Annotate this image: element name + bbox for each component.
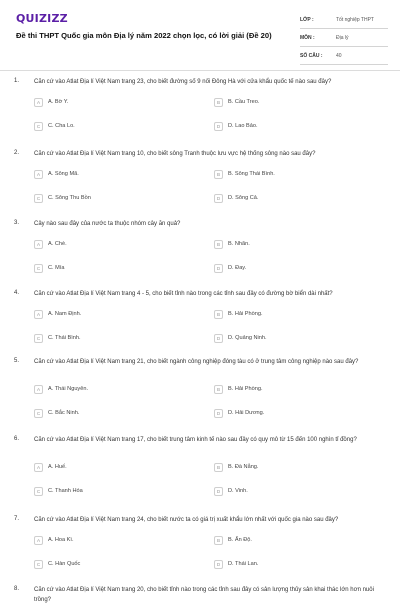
option-letter-badge: B [214,536,223,545]
answer-option[interactable] [34,95,174,109]
option-letter-badge: B [214,170,223,179]
option-text: B. Sông Thái Bình. [228,171,275,177]
option-text: C. Hàn Quốc [48,561,81,567]
question-text: Căn cứ vào Atlat Địa lí Việt Nam trang 20, cho biết tỉnh nào trong các tỉnh sau đây có sản lượng thủy sản khai thác lớn hơn nuôi trồng? [34,587,374,603]
option-text: B. Hải Phòng. [228,311,263,317]
option-text: B. Cầu Treo. [228,99,260,105]
option-letter-badge: B [214,385,223,394]
option-text: A. Chè. [48,241,67,247]
option-text: C. Mía [48,265,65,271]
option-letter-badge: B [214,240,223,249]
option-text: C. Bắc Ninh. [48,410,80,416]
option-letter-badge: D [214,560,223,569]
option-letter-badge: C [34,194,43,203]
option-text: C. Cha Lo. [48,123,75,129]
option-letter-badge: C [34,487,43,496]
option-letter-badge: D [214,122,223,131]
answer-option[interactable] [214,533,354,547]
answer-option[interactable] [34,382,174,396]
question-number: 7. [14,516,20,522]
option-letter-badge: C [34,264,43,273]
option-text: D. Hải Dương. [228,410,265,416]
option-letter-badge: C [34,409,43,418]
question-number: 8. [14,586,20,592]
option-text: C. Thái Bình. [48,335,81,341]
meta-label: LỚP : [300,16,314,23]
option-text: D. Vinh. [228,488,248,494]
meta-value: Địa lý [336,34,349,41]
question-number: 1. [14,78,20,84]
page-title: Đề thi THPT Quốc gia môn Địa lý năm 2022 chọn lọc, có lời giải (Đề 20) [16,31,272,40]
answer-option[interactable] [34,167,174,181]
answer-option[interactable] [214,557,354,571]
meta-table [300,11,388,65]
answer-option[interactable] [214,484,354,498]
option-text: B. Đà Nẵng. [228,464,259,470]
question-text: Căn cứ vào Atlat Địa lí Việt Nam trang 17, cho biết trung tâm kinh tế nào sau đây có quy mô từ 15 đến 100 nghìn tỉ đồng? [34,437,357,443]
option-letter-badge: B [214,310,223,319]
option-letter-badge: D [214,194,223,203]
answer-option[interactable] [214,167,354,181]
answer-option[interactable] [214,119,354,133]
option-text: A. Sông Mã. [48,171,79,177]
meta-value: Tốt nghiệp THPT [336,16,374,23]
page-header [0,0,400,68]
answer-option[interactable] [214,237,354,251]
meta-value: 40 [336,52,342,59]
question-number: 4. [14,290,20,296]
option-letter-badge: A [34,240,43,249]
option-letter-badge: D [214,487,223,496]
option-text: A. Bờ Y. [48,99,69,105]
answer-option[interactable] [214,460,354,474]
question-number: 2. [14,150,20,156]
meta-label: SỐ CÂU : [300,52,323,59]
answer-option[interactable] [34,460,174,474]
quizizz-logo: QUIZIZZ [16,12,68,25]
meta-row-count [300,47,388,65]
answer-option[interactable] [34,331,174,345]
question-number: 6. [14,436,20,442]
answer-option[interactable] [214,261,354,275]
meta-row-subject [300,29,388,47]
option-letter-badge: C [34,560,43,569]
option-text: A. Hoa Kì. [48,537,74,543]
answer-option[interactable] [34,406,174,420]
meta-label: MÔN : [300,34,315,41]
answer-option[interactable] [34,533,174,547]
option-text: A. Nam Định. [48,311,82,317]
question-text: Căn cứ vào Atlat Địa lí Việt Nam trang 23, cho biết đường số 9 nối Đông Hà với cửa khẩu quốc tế nào sau đây? [34,79,332,85]
option-letter-badge: B [214,98,223,107]
answer-option[interactable] [214,307,354,321]
answer-option[interactable] [214,191,354,205]
option-letter-badge: B [214,463,223,472]
answer-option[interactable] [34,191,174,205]
option-letter-badge: D [214,264,223,273]
option-letter-badge: A [34,98,43,107]
option-letter-badge: C [34,122,43,131]
option-text: D. Sông Cả. [228,195,259,201]
option-text: D. Lao Bảo. [228,123,258,129]
option-letter-badge: D [214,334,223,343]
answer-option[interactable] [214,382,354,396]
option-text: C. Thanh Hóa [48,488,83,494]
option-letter-badge: C [34,334,43,343]
question-text: Căn cứ vào Atlat Địa lí Việt Nam trang 24, cho biết nước ta có giá trị xuất khẩu lớn nhất với quốc gia nào sau đây? [34,517,339,523]
question-number: 5. [14,358,20,364]
answer-option[interactable] [34,119,174,133]
option-letter-badge: A [34,385,43,394]
option-text: A. Thái Nguyên. [48,386,89,392]
option-text: D. Quảng Ninh. [228,335,267,341]
option-letter-badge: A [34,463,43,472]
question-text: Căn cứ vào Atlat Địa lí Việt Nam trang 10, cho biết sông Tranh thuộc lưu vực hệ thống sông nào sau đây? [34,151,316,157]
answer-option[interactable] [214,95,354,109]
option-letter-badge: A [34,170,43,179]
option-text: B. Ấn Độ. [228,537,252,543]
question-text: Cây nào sau đây của nước ta thuộc nhóm cây ăn quả? [34,221,181,227]
option-text: D. Đay. [228,265,247,271]
option-text: D. Thái Lan. [228,561,259,567]
answer-option[interactable] [34,307,174,321]
option-letter-badge: D [214,409,223,418]
answer-option[interactable] [34,237,174,251]
option-text: B. Nhãn. [228,241,250,247]
question-text: Căn cứ vào Atlat Địa lí Việt Nam trang 21, cho biết ngành công nghiệp đóng tàu có ở trung tâm công nghiệp nào sau đây? [34,359,359,365]
question-text: Căn cứ vào Atlat Địa lí Việt Nam trang 4 - 5, cho biết tỉnh nào trong các tỉnh sau đây có đường bờ biển dài nhất? [34,291,333,297]
option-text: A. Huế. [48,464,67,470]
answer-option[interactable] [34,557,174,571]
answer-option[interactable] [214,331,354,345]
option-letter-badge: A [34,310,43,319]
option-text: B. Hải Phòng. [228,386,263,392]
header-divider [0,70,400,71]
meta-row-class [300,11,388,29]
answer-option[interactable] [214,406,354,420]
option-letter-badge: A [34,536,43,545]
question-number: 3. [14,220,20,226]
answer-option[interactable] [34,261,174,275]
option-text: C. Sông Thu Bồn [48,195,91,201]
answer-option[interactable] [34,484,174,498]
